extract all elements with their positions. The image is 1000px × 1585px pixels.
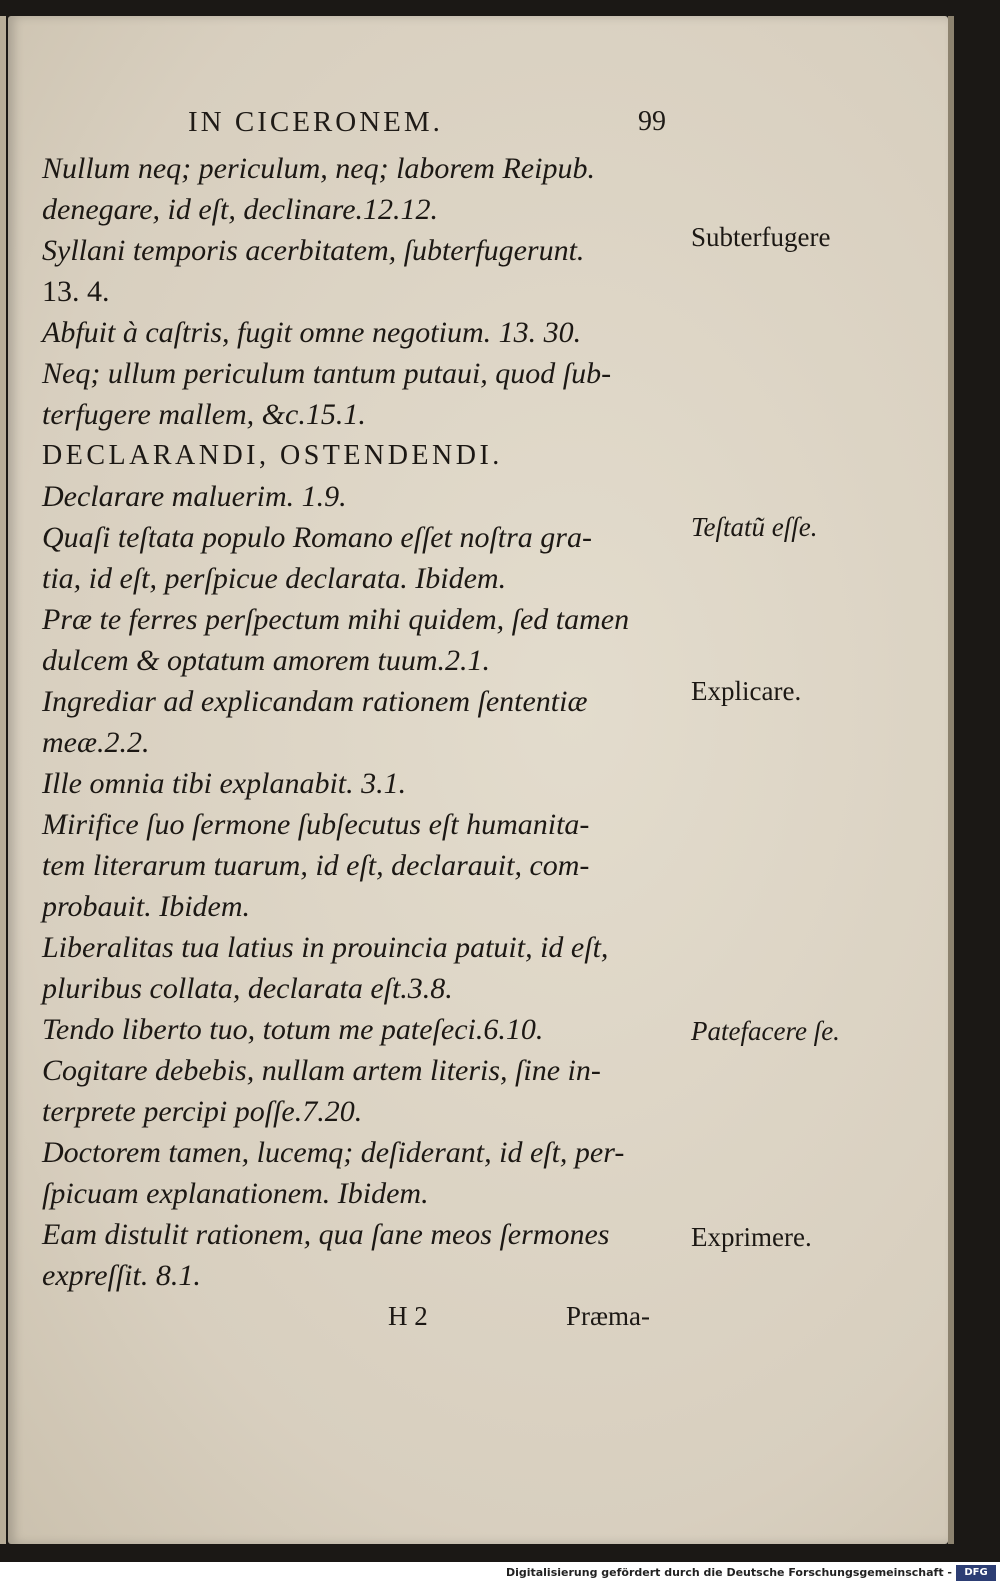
signature-mark: H 2: [388, 1301, 428, 1331]
page-right-edge: [948, 16, 954, 1544]
text-line: Abfuit à caſtris, fugit omne negotium. 13. 30.: [42, 316, 582, 349]
text-line: Eam distulit rationem, qua ſane meos ſermones: [42, 1218, 610, 1251]
text-line: Ingrediar ad explicandam rationem ſententiæ: [42, 685, 588, 718]
page-left-edge: [0, 16, 6, 1544]
margin-note: Patefacere ſe.: [691, 1016, 840, 1046]
text-line: probauit. Ibidem.: [42, 890, 251, 923]
text-line: denegare, id eſt, declinare.12.12.: [42, 193, 439, 226]
book-page: [8, 16, 948, 1544]
text-line: meæ.2.2.: [42, 726, 150, 759]
text-line: terprete percipi poſſe.7.20.: [42, 1095, 363, 1128]
page-number: 99: [638, 106, 666, 137]
text-line: dulcem & optatum amorem tuum.2.1.: [42, 644, 491, 677]
text-line: terfugere mallem, &c.15.1.: [42, 398, 366, 431]
text-line: Liberalitas tua latius in prouincia patuit, id eſt,: [42, 931, 609, 964]
page-footer: [8, 1301, 948, 1341]
text-line: Ille omnia tibi explanabit. 3.1.: [42, 767, 407, 800]
text-line: pluribus collata, declarata eſt.3.8.: [42, 972, 453, 1005]
margin-note: Explicare.: [691, 676, 802, 706]
text-line: Mirifice ſuo ſermone ſubſecutus eſt humanita-: [42, 808, 590, 841]
margin-note: Exprimere.: [691, 1222, 812, 1252]
credit-bar: [0, 1562, 1000, 1585]
text-line: Cogitare debebis, nullam artem literis, ſine in-: [42, 1054, 601, 1087]
text-line: ſpicuam explanationem. Ibidem.: [42, 1177, 429, 1210]
text-line: Declarare maluerim. 1.9.: [42, 480, 347, 513]
running-head: IN CICERONEM.: [188, 106, 443, 138]
text-line: Quaſi teſtata populo Romano eſſet noſtra gra-: [42, 521, 592, 554]
margin-note: Teſtatũ eſſe.: [691, 512, 818, 542]
text-line: Præ te ferres perſpectum mihi quidem, ſed tamen: [42, 603, 630, 636]
dfg-logo: DFG: [956, 1565, 996, 1581]
text-line: expreſſit. 8.1.: [42, 1259, 201, 1292]
body-text: [42, 148, 692, 1296]
text-line: 13. 4.: [42, 275, 110, 308]
text-line: tia, id eſt, perſpicue declarata. Ibidem.: [42, 562, 507, 595]
text-line: Doctorem tamen, lucemq; deſiderant, id eſt, per-: [42, 1136, 625, 1169]
margin-note: Subterfugere: [691, 222, 831, 252]
section-heading: DECLARANDI, OSTENDENDI.: [42, 440, 503, 471]
text-line: Syllani temporis acerbitatem, ſubterfugerunt.: [42, 234, 585, 267]
funding-credit: Digitalisierung gefördert durch die Deutsche Forschungsgemeinschaft -: [505, 1566, 952, 1579]
text-line: Tendo liberto tuo, totum me pateſeci.6.10.: [42, 1013, 544, 1046]
text-line: Nullum neq; periculum, neq; laborem Reipub.: [42, 152, 595, 185]
page-header: [8, 96, 948, 136]
text-line: Neq; ullum periculum tantum putaui, quod ſub-: [42, 357, 612, 390]
catchword: Præma-: [566, 1301, 650, 1331]
text-line: tem literarum tuarum, id eſt, declarauit, com-: [42, 849, 590, 882]
